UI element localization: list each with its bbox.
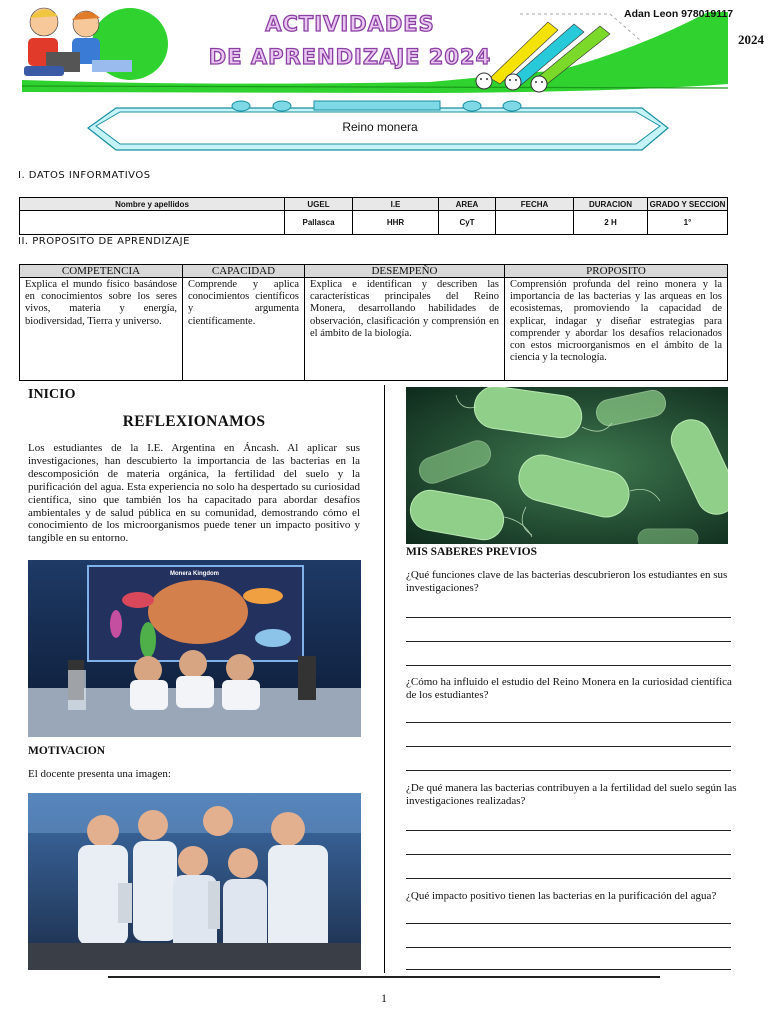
answer-line[interactable] <box>406 641 731 642</box>
datos-header: UGEL <box>285 198 353 211</box>
footer-rule <box>108 976 660 978</box>
datos-cell <box>496 211 574 235</box>
motivacion-text: El docente presenta una imagen: <box>28 768 171 780</box>
datos-cell: 1° <box>648 211 728 235</box>
datos-cell: Pallasca <box>285 211 353 235</box>
question-3: ¿De qué manera las bacterias contribuyen a la fertilidad del suelo según las investigaciones realizadas? <box>406 782 737 807</box>
datos-table <box>19 197 728 235</box>
answer-line[interactable] <box>406 665 731 666</box>
page-number: 1 <box>381 991 387 1005</box>
section-proposito-title: II. PROPOSITO DE APRENDIZAJE <box>18 236 190 247</box>
question-4: ¿Qué impacto positivo tienen las bacterias en la purificación del agua? <box>406 890 717 902</box>
desempeno-cell: Explica e identifican y describen las características principales del Reino Monera, desarrollando habilidades de observación, clasificación y comprensión en el ámbito de la biología. <box>305 278 505 381</box>
datos-header: FECHA <box>496 198 574 211</box>
question-1: ¿Qué funciones clave de las bacterias descubrieron los estudiantes en sus investigaciones? <box>406 569 728 594</box>
answer-line[interactable] <box>406 746 731 747</box>
reflexion-paragraph: Los estudiantes de la I.E. Argentina en Áncash. Al aplicar sus investigaciones, han descubierto la importancia de las bacterias en la descomposición de materia orgánica, la fertilidad del suelo y la purificación del agua. Esta experiencia no solo ha despertado su curiosidad científica, sino que también los ha capacitado para abordar desafíos ambientales y de salud pública en su comunidad, demostrando cómo el conocimiento de los microorganismos puede tener un impacto positivo y tangible en su entorno. <box>28 442 360 545</box>
datos-cell: HHR <box>353 211 439 235</box>
section-datos-title: I. DATOS INFORMATIVOS <box>18 170 151 181</box>
datos-header: DURACION <box>574 198 648 211</box>
column-divider <box>384 385 385 973</box>
datos-header: AREA <box>439 198 496 211</box>
proposito-header: COMPETENCIA <box>20 265 183 278</box>
proposito-header: DESEMPEÑO <box>305 265 505 278</box>
answer-line[interactable] <box>406 878 731 879</box>
answer-line[interactable] <box>406 947 731 948</box>
datos-header: I.E <box>353 198 439 211</box>
proposito-header: CAPACIDAD <box>183 265 305 278</box>
saberes-heading: MIS SABERES PREVIOS <box>406 546 538 558</box>
answer-line[interactable] <box>406 854 731 855</box>
datos-cell: CyT <box>439 211 496 235</box>
answer-line[interactable] <box>406 830 731 831</box>
year-label: 2024 <box>738 32 764 47</box>
motivacion-heading: MOTIVACION <box>28 745 106 757</box>
question-2: ¿Cómo ha influido el estudio del Reino Monera en la curiosidad científica de los estudiantes? <box>406 676 732 701</box>
reflexionamos-heading: REFLEXIONAMOS <box>122 413 266 430</box>
proposito-header: PROPOSITO <box>505 265 728 278</box>
answer-line[interactable] <box>406 617 731 618</box>
datos-header: GRADO Y SECCION <box>648 198 728 211</box>
datos-cell <box>20 211 285 235</box>
answer-line[interactable] <box>406 770 731 771</box>
bacteria-image <box>406 387 728 544</box>
capacidad-cell: Comprende y aplica conocimientos científicos y argumenta científicamente. <box>183 278 305 381</box>
answer-line[interactable] <box>406 923 731 924</box>
title-line-2: DE APRENDIZAJE 2024 <box>208 45 492 69</box>
lab-image <box>28 560 361 737</box>
title-line-1: ACTIVIDADES <box>265 12 435 36</box>
lab-image-caption: Monera Kingdom <box>170 571 219 577</box>
datos-cell: 2 H <box>574 211 648 235</box>
competencia-cell: Explica el mundo físico basándose en conocimientos sobre los seres vivos, materia y energía, biodiversidad, Tierra y universo. <box>20 278 183 381</box>
proposito-cell: Comprensión profunda del reino monera y la importancia de las bacterias y las arqueas en los ecosistemas, promoviendo la capacidad de explicar, indagar y diseñar estrategias para comprender y abordar los desafíos relacionados con estos microorganismos en el ámbito de la ciencia y la tecnología. <box>505 278 728 381</box>
answer-line[interactable] <box>406 722 731 723</box>
inicio-heading: INICIO <box>28 387 76 402</box>
answer-line[interactable] <box>406 969 731 970</box>
scientists-image <box>28 793 361 970</box>
topic-title: Reino monera <box>342 120 418 134</box>
proposito-table <box>19 264 728 381</box>
author-label: Adan Leon 978019117 <box>624 8 734 20</box>
datos-header: Nombre y apellidos <box>20 198 285 211</box>
